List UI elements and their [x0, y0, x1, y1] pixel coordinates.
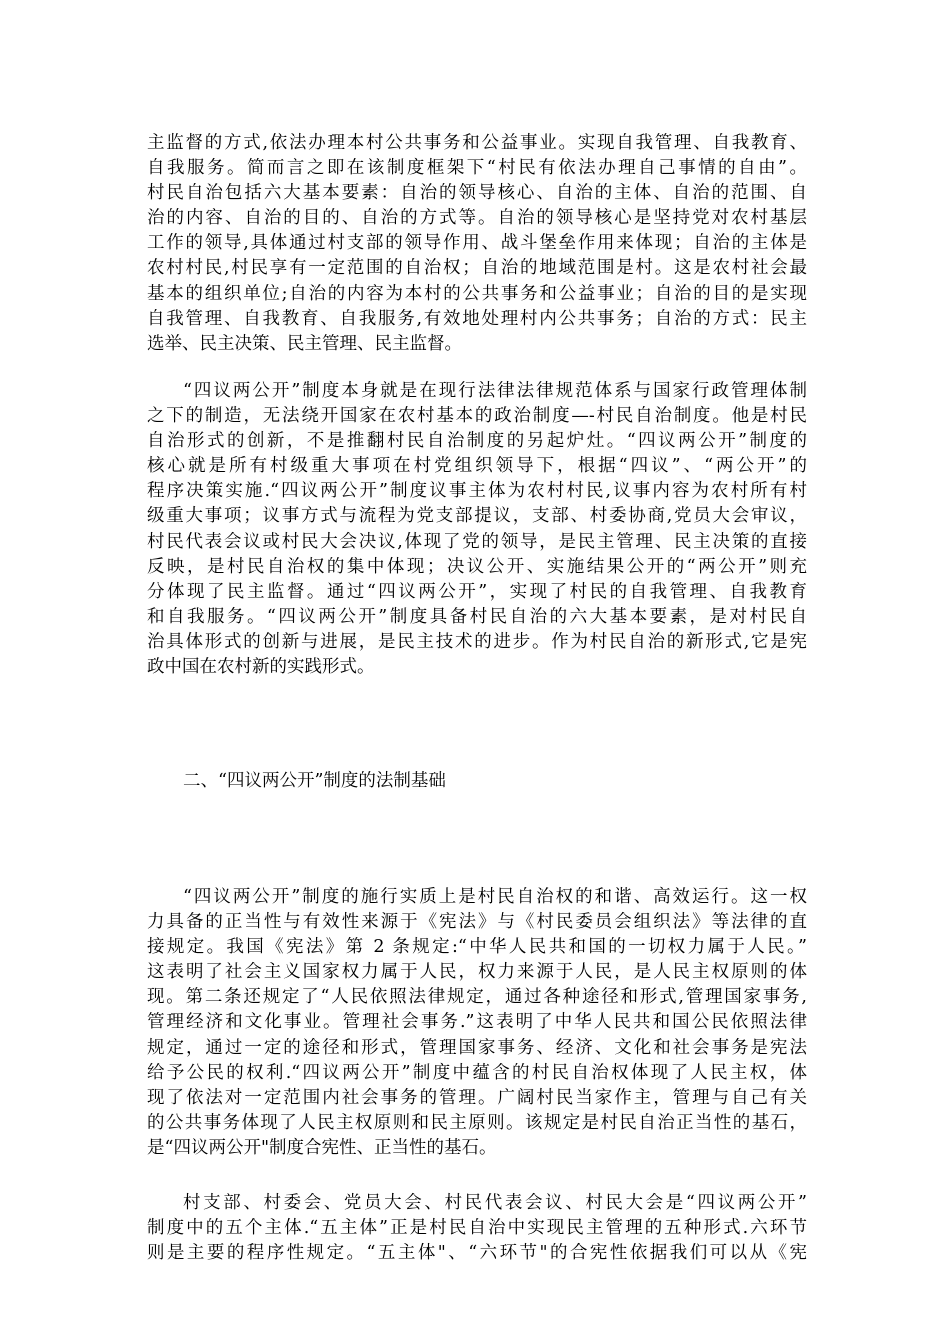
- text-line: 现了依法对一定范围内社会事务的管理。广阔村民当家作主，管理与自己有关: [147, 1087, 807, 1108]
- text-line: 核心就是所有村级重大事项在村党组织领导下，根据“四议”、“两公开”的: [147, 456, 807, 477]
- text-line: 级重大事项；议事方式与流程为党支部提议，支部、村委协商,党员大会审议，: [147, 506, 807, 527]
- text-line: 是“四议两公开"制度合宪性、正当性的基石。: [147, 1137, 497, 1158]
- text-line: 村民自治包括六大基本要素：自治的领导核心、自治的主体、自治的范围、自: [147, 183, 807, 204]
- text-line: 和自我服务。“四议两公开”制度具备村民自治的六大基本要素，是对村民自: [147, 606, 807, 627]
- paragraph-2: [147, 379, 807, 680]
- text-line: 自我管理、自我教育、自我服务,有效地处理村内公共事务；自治的方式：民主: [147, 308, 807, 329]
- text-line: 治具体形式的创新与进展，是民主技术的进步。作为村民自治的新形式,它是宪: [147, 631, 807, 652]
- text-line: 工作的领导,具体通过村支部的领导作用、战斗堡垒作用来体现；自治的主体是: [147, 233, 807, 254]
- text-line: 自我服务。简而言之即在该制度框架下“村民有依法办理自己事情的自由”。: [147, 158, 807, 179]
- text-line: 政中国在农村新的实践形式。: [147, 657, 375, 678]
- text-line: “四议两公开”制度的施行实质上是村民自治权的和谐、高效运行。这一权: [183, 887, 807, 907]
- text-line: 自治形式的创新，不是推翻村民自治制度的另起炉灶。“四议两公开”制度的: [147, 431, 807, 452]
- text-line: 现。第二条还规定了“人民依照法律规定，通过各种途径和形式,管理国家事务,: [147, 987, 807, 1008]
- text-line: 选举、民主决策、民主管理、民主监督。: [147, 333, 462, 354]
- paragraph-3: [147, 885, 807, 1161]
- text-line: 分体现了民主监督。通过“四议两公开”，实现了村民的自我管理、自我教育: [147, 581, 807, 602]
- text-line: 程序决策实施.“四议两公开”制度议事主体为农村村民,议事内容为农村所有村: [147, 481, 807, 502]
- paragraph-4: [147, 1191, 807, 1266]
- text-line: 治的内容、自治的目的、自治的方式等。自治的领导核心是坚持党对农村基层: [147, 208, 807, 229]
- paragraph-1: [147, 131, 807, 357]
- text-line: 力具备的正当性与有效性来源于《宪法》与《村民委员会组织法》等法律的直: [147, 912, 807, 933]
- text-line: 基本的组织单位;自治的内容为本村的公共事务和公益事业；自治的目的是实现: [147, 283, 807, 304]
- text-line: 反映，是村民自治权的集中体现；决议公开、实施结果公开的“两公开”则充: [147, 556, 807, 577]
- text-line: 接规定。我国《宪法》第 2 条规定:“中华人民共和国的一切权力属于人民。”: [147, 937, 807, 958]
- text-line: 制度中的五个主体.“五主体”正是村民自治中实现民主管理的五种形式.六环节: [147, 1218, 807, 1239]
- text-line: 之下的制造，无法绕开国家在农村基本的政治制度—-村民自治制度。他是村民: [147, 406, 807, 427]
- text-line: 给予公民的权利.“四议两公开”制度中蕴含的村民自治权体现了人民主权，体: [147, 1062, 807, 1083]
- text-line: 则是主要的程序性规定。“五主体"、“六环节"的合宪性依据我们可以从《宪: [147, 1243, 807, 1264]
- text-line: 主监督的方式,依法办理本村公共事务和公益事业。实现自我管理、自我教育、: [147, 133, 807, 153]
- text-line: 这表明了社会主义国家权力属于人民，权力来源于人民，是人民主权原则的体: [147, 962, 807, 983]
- text-line: 村民代表会议或村民大会决议,体现了党的领导，是民主管理、民主决策的直接: [147, 531, 807, 552]
- section-heading: [147, 769, 807, 794]
- heading-text: 二、“四议两公开”制度的法制基础: [183, 771, 446, 791]
- text-line: 的公共事务体现了人民主权原则和民主原则。该规定是村民自治正当性的基石，: [147, 1112, 807, 1133]
- text-line: 村支部、村委会、党员大会、村民代表会议、村民大会是“四议两公开”: [183, 1193, 807, 1213]
- text-line: 农村村民,村民享有一定范围的自治权；自治的地域范围是村。这是农村社会最: [147, 258, 807, 279]
- text-line: 管理经济和文化事业。管理社会事务.”这表明了中华人民共和国公民依照法律: [147, 1012, 807, 1033]
- text-line: 规定，通过一定的途径和形式，管理国家事务、经济、文化和社会事务是宪法: [147, 1037, 807, 1058]
- text-line: “四议两公开”制度本身就是在现行法律法律规范体系与国家行政管理体制: [183, 381, 807, 401]
